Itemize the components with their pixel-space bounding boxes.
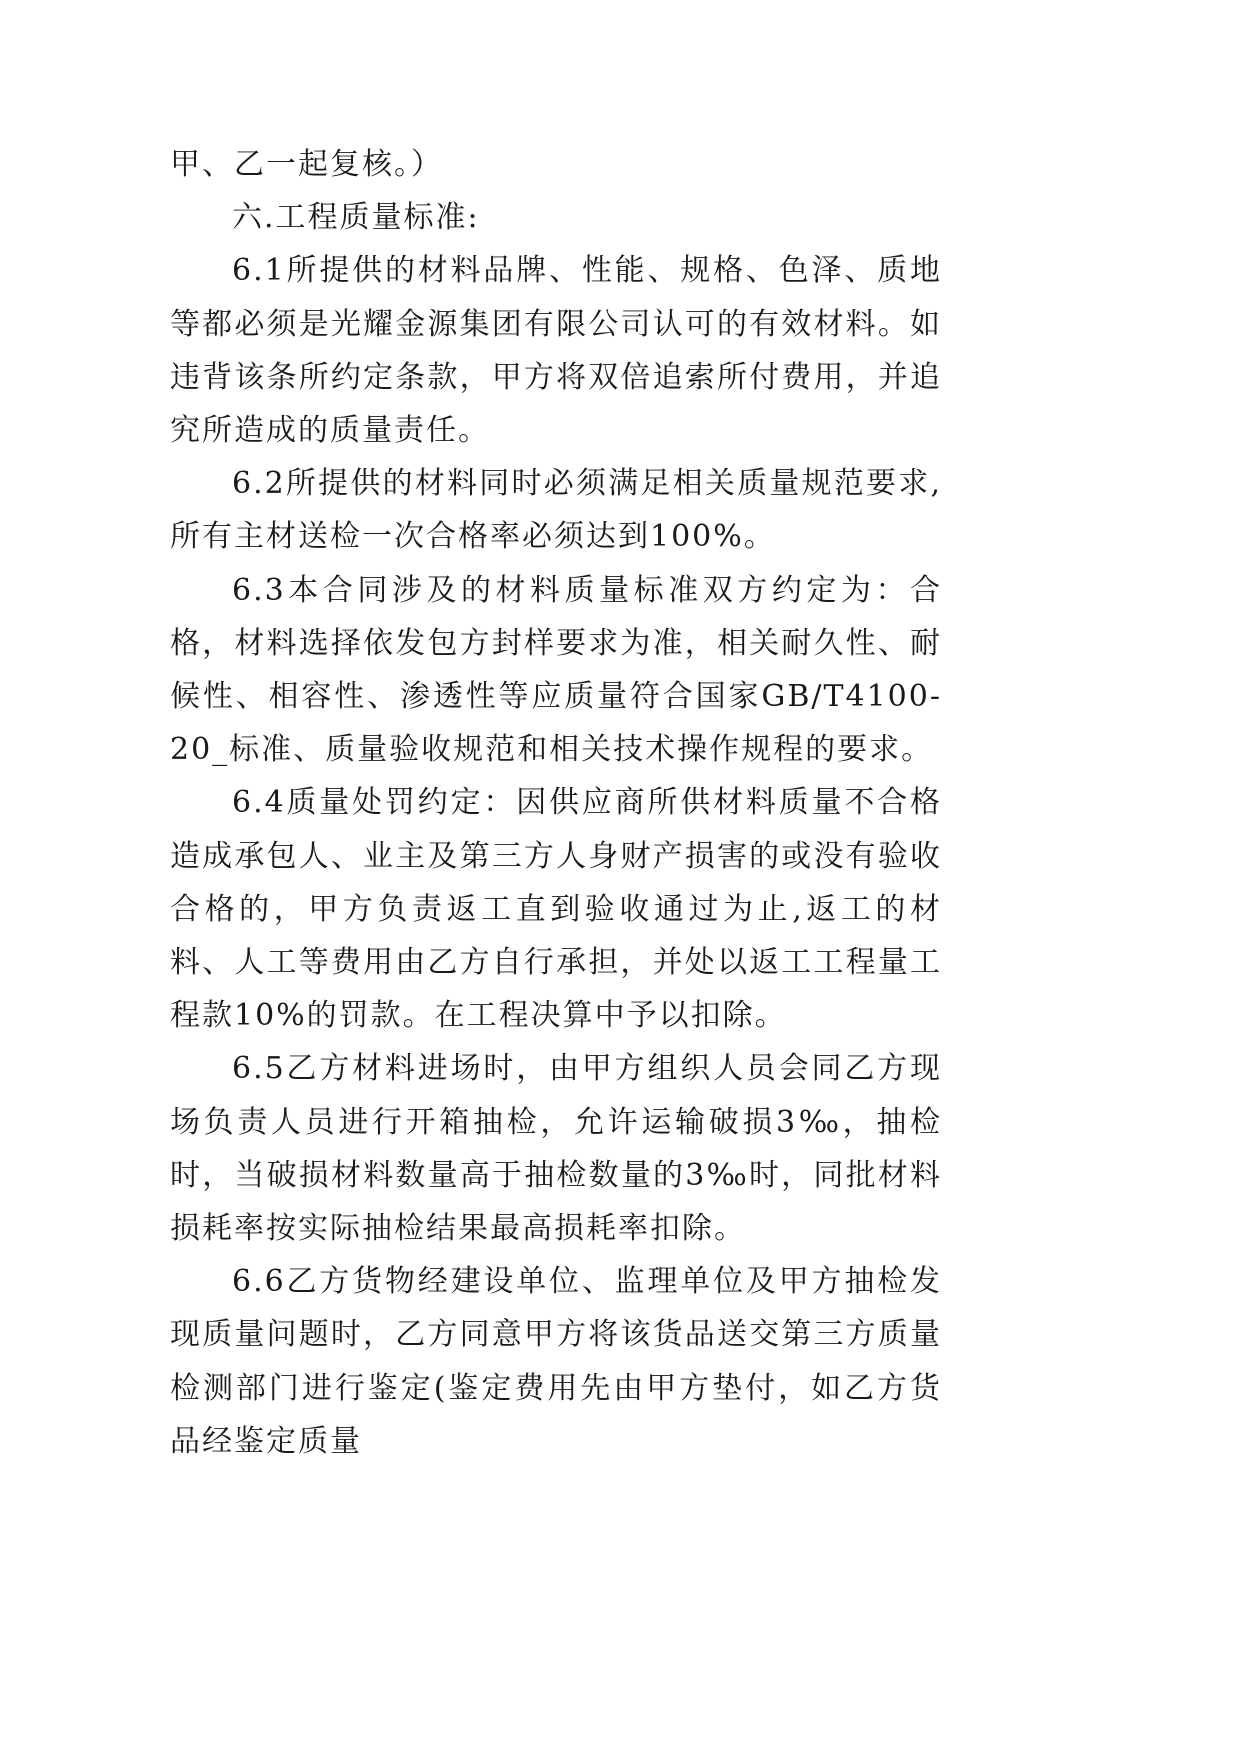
clause-6-5: 6.5乙方材料进场时，由甲方组织人员会同乙方现场负责人员进行开箱抽检，允许运输破损3‰，抽检时，当破损材料数量高于抽检数量的3‰时，同批材料损耗率按实际抽检结果最高损耗率扣除。 — [170, 1051, 942, 1247]
clause-6-3: 6.3本合同涉及的材料质量标准双方约定为：合格，材料选择依发包方封样要求为准，相关耐久性、耐候性、相容性、渗透性等应质量符合国家GB/T4100-20_标准、质量验收规范和相关技术操作规程的要求。 — [170, 572, 942, 768]
document-body — [170, 138, 942, 1468]
clause-6-4: 6.4质量处罚约定：因供应商所供材料质量不合格造成承包人、业主及第三方人身财产损害的或没有验收合格的，甲方负责返工直到验收通过为止,返工的材料、人工等费用由乙方自行承担，并处以返工工程量工程款10%的罚款。在工程决算中予以扣除。 — [170, 785, 942, 1034]
clause-6-2: 6.2所提供的材料同时必须满足相关质量规范要求,所有主材送检一次合格率必须达到100%。 — [170, 466, 942, 555]
clause-6-1: 6.1所提供的材料品牌、性能、规格、色泽、质地等都必须是光耀金源集团有限公司认可的有效材料。如违背该条所约定条款，甲方将双倍追索所付费用，并追究所造成的质量责任。 — [170, 253, 942, 449]
section-heading-quality-standard: 六.工程质量标准: — [232, 200, 480, 236]
paragraph-continuation: 甲、乙一起复核。） — [170, 147, 443, 182]
clause-6-6: 6.6乙方货物经建设单位、监理单位及甲方抽检发现质量问题时，乙方同意甲方将该货品送交第三方质量检测部门进行鉴定(鉴定费用先由甲方垫付，如乙方货品经鉴定质量 — [170, 1264, 942, 1459]
